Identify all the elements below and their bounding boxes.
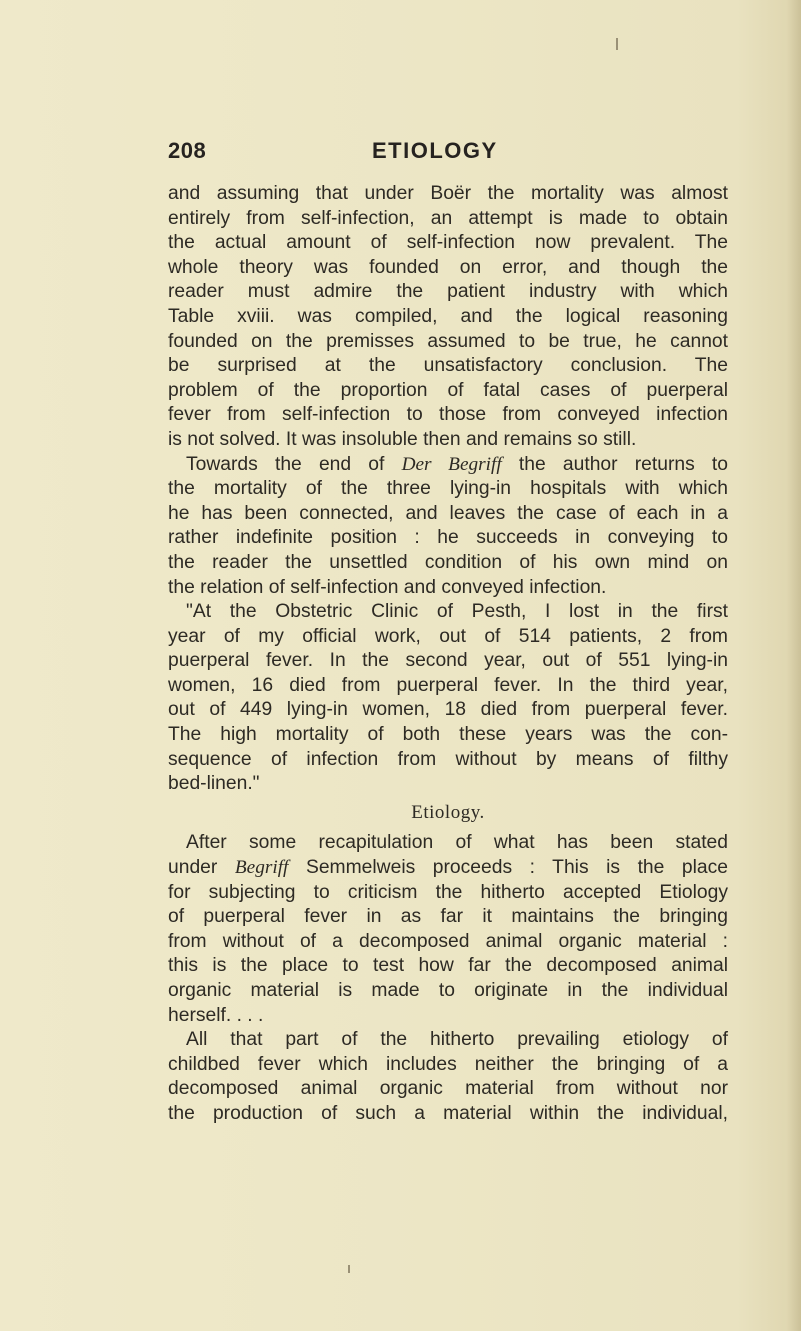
paragraph: [168, 831, 728, 1028]
running-head: [0, 138, 801, 172]
text-line: bed-linen.": [168, 773, 260, 795]
text-line: sequence of infection from without by means of filthy: [168, 748, 728, 770]
text-line: from without of a decomposed animal organic material :: [168, 930, 728, 952]
text-run: under: [168, 857, 235, 879]
text-run: the author returns to: [501, 453, 729, 475]
text-line: this is the place to test how far the decomposed animal: [168, 955, 728, 977]
text-line: puerperal fever. In the second year, out of 551 lying-in: [168, 650, 728, 672]
text-line: The high mortality of both these years was the con-: [168, 724, 728, 746]
text-line: for subjecting to criticism the hitherto accepted Etiology: [168, 881, 728, 903]
page-number: 208: [168, 138, 207, 163]
text-line: entirely from self-infection, an attempt is made to obtain: [168, 207, 728, 229]
text-line: childbed fever which includes neither the bringing of a: [168, 1053, 728, 1075]
page-speck: [616, 38, 618, 50]
page-edge-shadow: [787, 0, 801, 1331]
text-line: out of 449 lying-in women, 18 died from puerperal fever.: [168, 699, 728, 721]
book-title-italic: Der Begriff: [401, 453, 502, 475]
text-line: fever from self-infection to those from conveyed infection: [168, 404, 728, 426]
text-run: Towards the end of: [186, 453, 402, 475]
text-line: organic material is made to originate in the individual: [168, 980, 728, 1001]
text-line: founded on the premisses assumed to be true, he cannot: [168, 330, 728, 352]
text-line: [168, 856, 728, 881]
page-speck: [348, 1265, 350, 1273]
text-line: All that part of the hitherto prevailing etiology of: [186, 1029, 728, 1051]
text-line: reader must admire the patient industry with which: [168, 281, 728, 303]
text-line: he has been connected, and leaves the case of each in a: [168, 502, 728, 524]
text-line: rather indefinite position : he succeeds in conveying to: [168, 527, 728, 549]
text-line: whole theory was founded on error, and though the: [168, 256, 728, 278]
text-line: decomposed animal organic material from without nor: [168, 1078, 728, 1100]
text-line: women, 16 died from puerperal fever. In the third year,: [168, 674, 728, 696]
body-text: [168, 182, 728, 1127]
text-line: problem of the proportion of fatal cases of puerperal: [168, 379, 728, 401]
text-line: year of my official work, out of 514 patients, 2 from: [168, 625, 728, 647]
text-line: be surprised at the unsatisfactory conclusion. The: [168, 355, 728, 377]
text-line: of puerperal fever in as far it maintains the bringing: [168, 906, 728, 928]
paragraph: [168, 453, 728, 601]
text-line: and assuming that under Boër the mortality was almost: [168, 183, 728, 204]
text-line: the reader the unsettled condition of his own mind on: [168, 551, 728, 573]
text-line: is not solved. It was insoluble then and remains so still.: [168, 428, 637, 450]
text-line: the relation of self-infection and conveyed infection.: [168, 576, 607, 598]
quotation-paragraph: [168, 600, 728, 797]
running-title: ETIOLOGY: [372, 138, 498, 163]
text-line: Table xviii. was compiled, and the logical reasoning: [168, 305, 728, 327]
text-line: the mortality of the three lying-in hospitals with which: [168, 478, 728, 500]
book-title-italic: Begriff: [234, 857, 289, 879]
text-line: [168, 453, 728, 478]
paragraph: [168, 1028, 728, 1126]
section-heading: Etiology.: [411, 801, 485, 823]
text-line: the actual amount of self-infection now prevalent. The: [168, 232, 728, 254]
text-run: Semmelweis proceeds : This is the place: [288, 857, 729, 879]
text-line: the production of such a material within the individual,: [168, 1102, 728, 1124]
paragraph: [168, 182, 728, 453]
text-line: herself. . . .: [168, 1004, 264, 1026]
text-line: After some recapitulation of what has been stated: [186, 832, 728, 854]
text-line: "At the Obstetric Clinic of Pesth, I lost in the first: [186, 601, 728, 623]
